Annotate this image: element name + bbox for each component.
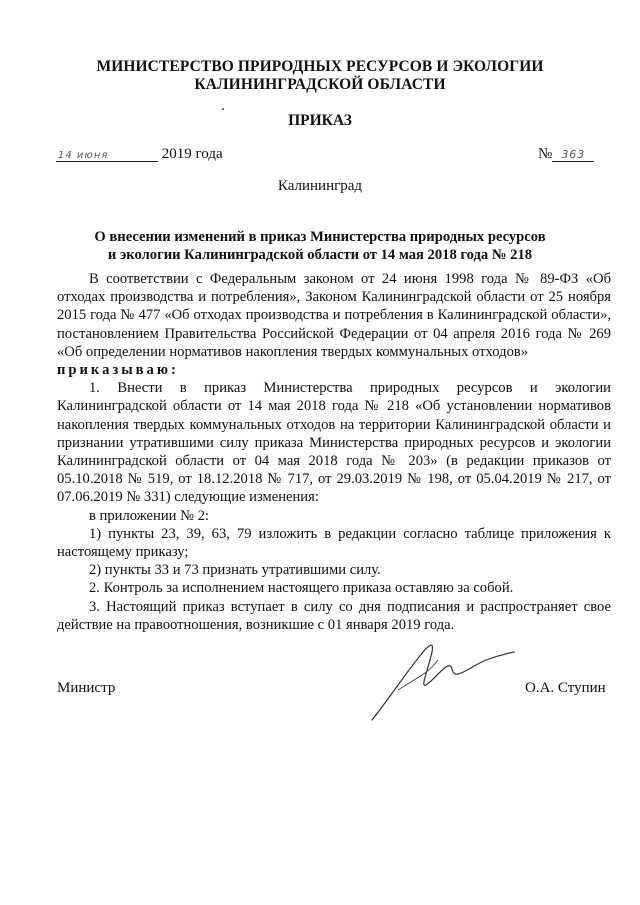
- date-line: [56, 146, 223, 163]
- item-2-paragraph: 2. Контроль за исполнением настоящего приказа оставляю за собой.: [89, 580, 514, 597]
- handwritten-signature: [368, 630, 518, 725]
- order-number: [538, 146, 594, 163]
- ministry-line-1: МИНИСТЕРСТВО ПРИРОДНЫХ РЕСУРСОВ И ЭКОЛОГИИ: [96, 58, 544, 75]
- sub-item-2: 2) пункты 33 и 73 признать утратившими силу.: [89, 562, 381, 579]
- item-1-paragraph: 1. Внести в приказ Министерства природных ресурсов и экологии Калининградской области от 14 мая 2018 года № 218 «Об установлении нормативов накопления твердых коммунальных отходов на территории Калининградской области и признании утратившими силу приказа Министерства природных ресурсов и экологии Калининградской области от 04 мая 2018 года № 203» (в редакции приказов от 05.10.2018 № 519, от 18.12.2018 № 717, от 29.03.2019 № 198, от 05.04.2019 № 217, от 07.06.2019 № 331) следующие изменения:: [57, 380, 611, 506]
- handwritten-date: 14 июня: [56, 150, 158, 162]
- subject-line-2: и экологии Калининградской области от 14 мая 2018 года № 218: [107, 247, 533, 263]
- order-body: [57, 270, 611, 634]
- order-keyword: приказываю:: [57, 362, 179, 379]
- signatory-title: Министр: [57, 680, 116, 696]
- number-prefix: №: [538, 146, 553, 162]
- handwritten-number: 363: [552, 148, 594, 162]
- item-3-paragraph: 3. Настоящий приказ вступает в силу со дня подписания и распространяет свое действие на правоотношения, возникшие с 01 января 2019 года.: [57, 598, 611, 633]
- ministry-line-2: КАЛИНИНГРАДСКОЙ ОБЛАСТИ: [194, 76, 446, 93]
- signature-stroke: [372, 645, 514, 720]
- date-year: 2019 года: [161, 146, 223, 162]
- order-subject: [0, 228, 640, 264]
- city: Калининград: [277, 178, 363, 194]
- subject-line-1: О внесении изменений в приказ Министерства природных ресурсов: [94, 229, 546, 245]
- scan-speck: [222, 108, 224, 110]
- document-type: ПРИКАЗ: [288, 112, 352, 129]
- sub-item-1: 1) пункты 23, 39, 63, 79 изложить в редакции согласно таблице приложения к настоящему приказу;: [57, 525, 611, 561]
- preamble-paragraph: В соответствии с Федеральным законом от 24 июня 1998 года № 89-ФЗ «Об отходах производства и потребления», Законом Калининградской области от 25 ноября 2015 года № 477 «Об отходах производства и потребления в Калининградской области», постановлением Правительства Российской Федерации от 04 апреля 2016 года № 269 «Об определении нормативов накопления твердых коммунальных отходов»: [57, 271, 611, 360]
- ministry-header: [0, 58, 640, 94]
- appendix-paragraph: в приложении № 2:: [89, 507, 210, 524]
- signatory-name: О.А. Ступин: [525, 680, 606, 696]
- signature-flourish: [398, 660, 438, 690]
